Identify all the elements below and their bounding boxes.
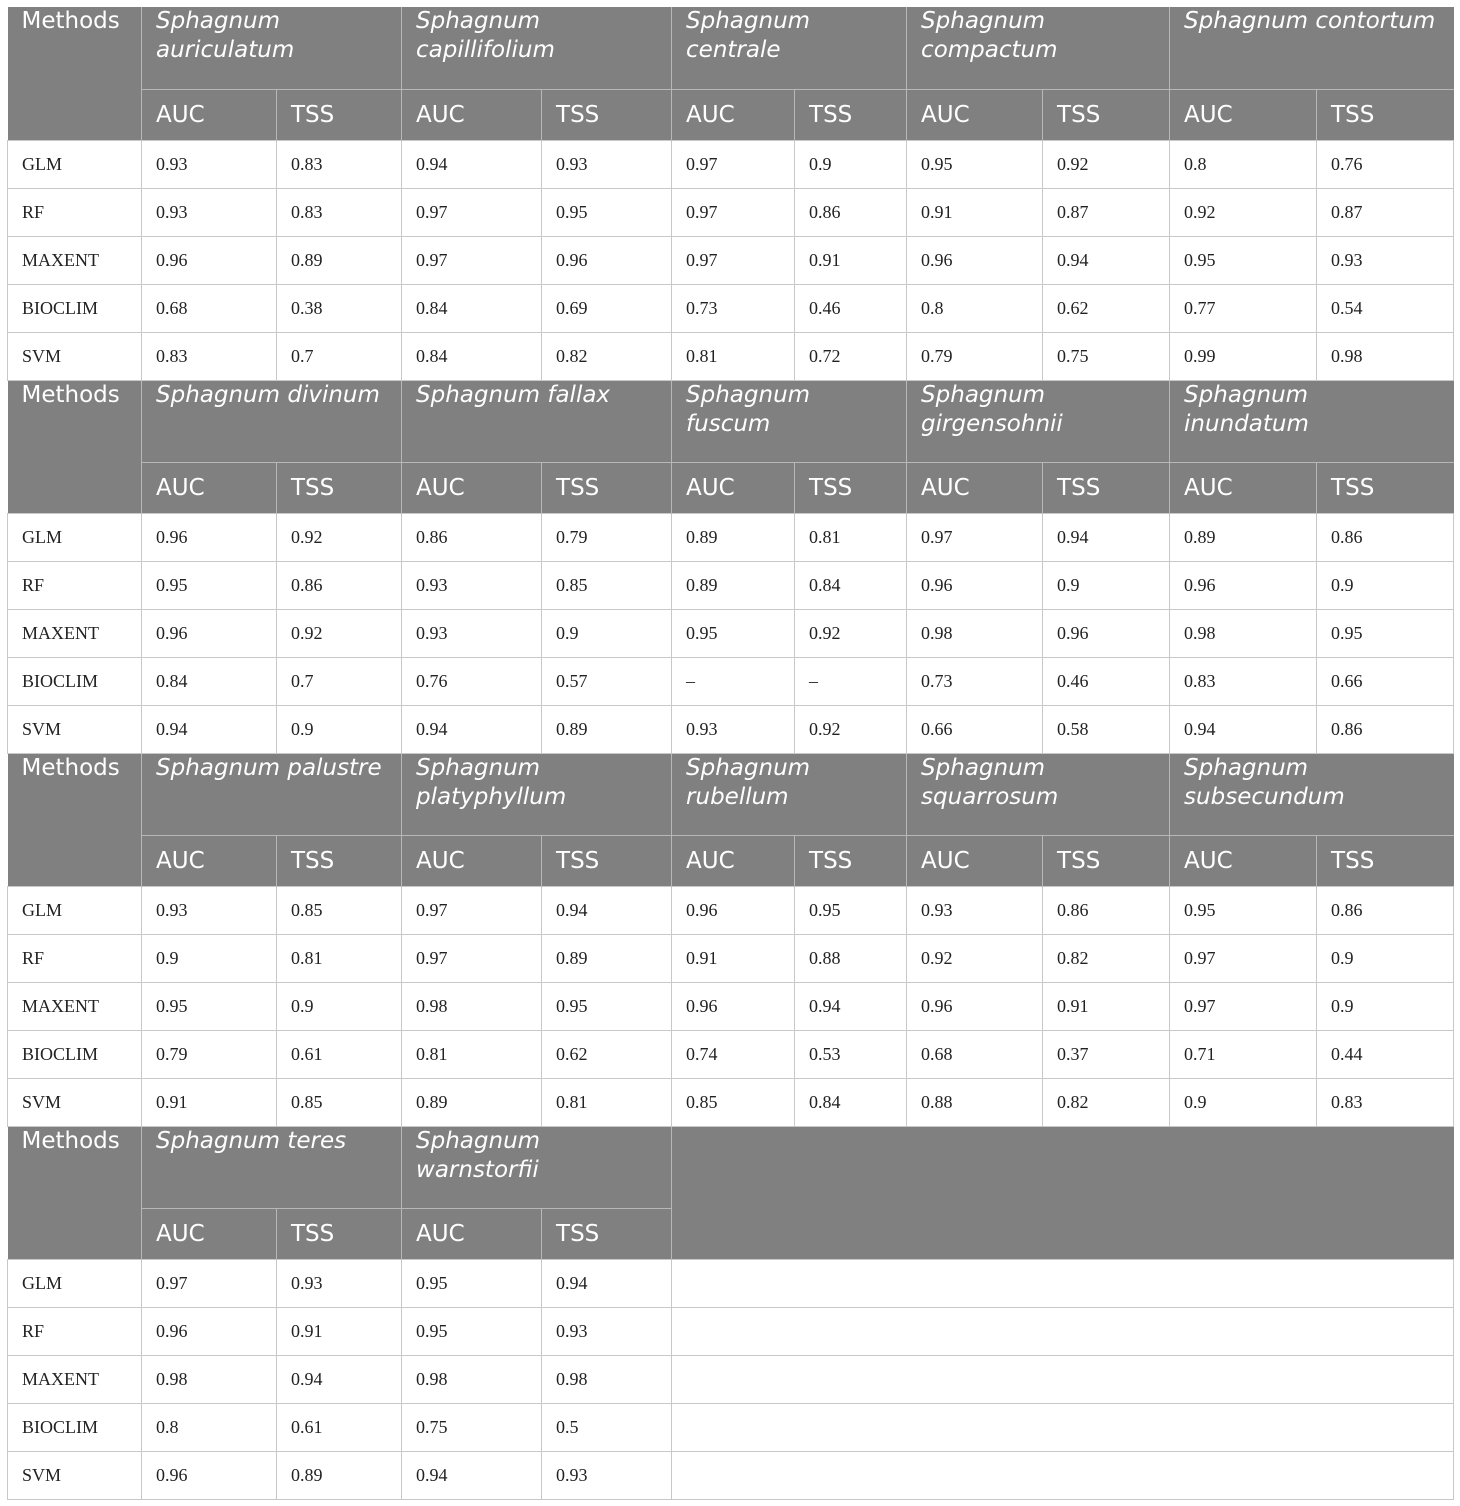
value-cell: 0.91: [277, 1307, 402, 1355]
value-cell: 0.93: [402, 609, 542, 657]
species-name: Sphagnum teres: [142, 1126, 402, 1208]
table-row: [8, 1259, 1454, 1307]
value-cell: 0.96: [907, 982, 1043, 1030]
species-name: Sphagnum centrale: [672, 7, 907, 89]
auc-header: AUC: [402, 462, 542, 513]
methods-header: Methods: [8, 753, 142, 886]
value-cell: 0.94: [142, 705, 277, 753]
value-cell: 0.85: [277, 1078, 402, 1126]
auc-header: AUC: [402, 1208, 542, 1259]
method-name: GLM: [8, 886, 142, 934]
value-cell: –: [795, 657, 907, 705]
value-cell: 0.79: [907, 332, 1043, 380]
method-name: BIOCLIM: [8, 284, 142, 332]
value-cell: 0.86: [1317, 513, 1454, 561]
value-cell: 0.83: [277, 188, 402, 236]
tss-header: TSS: [277, 1208, 402, 1259]
method-name: SVM: [8, 705, 142, 753]
value-cell: 0.94: [542, 1259, 672, 1307]
table-row: [8, 1030, 1454, 1078]
value-cell: 0.82: [542, 332, 672, 380]
value-cell: 0.94: [1043, 236, 1170, 284]
method-name: BIOCLIM: [8, 657, 142, 705]
value-cell: 0.97: [402, 188, 542, 236]
value-cell: 0.83: [1317, 1078, 1454, 1126]
auc-header: AUC: [402, 835, 542, 886]
value-cell: 0.85: [277, 886, 402, 934]
value-cell: 0.77: [1170, 284, 1317, 332]
species-header-row: [8, 380, 1454, 462]
table-row: [8, 1078, 1454, 1126]
tss-header: TSS: [542, 1208, 672, 1259]
tss-header: TSS: [1317, 462, 1454, 513]
value-cell: –: [672, 657, 795, 705]
value-cell: 0.95: [542, 188, 672, 236]
value-cell: 0.9: [795, 140, 907, 188]
table-row: [8, 284, 1454, 332]
value-cell: 0.93: [542, 140, 672, 188]
tss-header: TSS: [542, 835, 672, 886]
value-cell: 0.69: [542, 284, 672, 332]
value-cell: 0.93: [542, 1451, 672, 1499]
value-cell: 0.97: [402, 934, 542, 982]
method-name: GLM: [8, 513, 142, 561]
value-cell: 0.97: [1170, 934, 1317, 982]
value-cell: 0.93: [1317, 236, 1454, 284]
value-cell: 0.86: [795, 188, 907, 236]
value-cell: 0.95: [1170, 886, 1317, 934]
auc-header: AUC: [142, 1208, 277, 1259]
value-cell: 0.84: [402, 284, 542, 332]
tss-header: TSS: [542, 462, 672, 513]
value-cell: 0.85: [542, 561, 672, 609]
method-name: GLM: [8, 140, 142, 188]
value-cell: 0.9: [142, 934, 277, 982]
table-row: [8, 1451, 1454, 1499]
value-cell: 0.81: [795, 513, 907, 561]
table-row: [8, 705, 1454, 753]
auc-header: AUC: [672, 835, 795, 886]
value-cell: 0.97: [672, 188, 795, 236]
value-cell: 0.62: [1043, 284, 1170, 332]
value-cell: 0.72: [795, 332, 907, 380]
methods-header: Methods: [8, 1126, 142, 1259]
value-cell: 0.9: [1170, 1078, 1317, 1126]
value-cell: 0.99: [1170, 332, 1317, 380]
value-cell: 0.96: [142, 1451, 277, 1499]
species-name: Sphagnum contortum: [1170, 7, 1454, 89]
value-cell: 0.81: [542, 1078, 672, 1126]
method-name: RF: [8, 561, 142, 609]
method-name: RF: [8, 934, 142, 982]
species-name: Sphagnum fuscum: [672, 380, 907, 462]
value-cell: 0.75: [402, 1403, 542, 1451]
value-cell: 0.91: [795, 236, 907, 284]
value-cell: 0.83: [142, 332, 277, 380]
table-row: [8, 1355, 1454, 1403]
value-cell: 0.82: [1043, 934, 1170, 982]
value-cell: 0.92: [1170, 188, 1317, 236]
value-cell: 0.96: [672, 982, 795, 1030]
method-name: SVM: [8, 332, 142, 380]
table-row: [8, 657, 1454, 705]
method-name: MAXENT: [8, 982, 142, 1030]
value-cell: 0.96: [907, 561, 1043, 609]
tss-header: TSS: [1043, 835, 1170, 886]
value-cell: 0.81: [672, 332, 795, 380]
value-cell: 0.84: [142, 657, 277, 705]
value-cell: 0.46: [1043, 657, 1170, 705]
value-cell: 0.89: [402, 1078, 542, 1126]
value-cell: 0.94: [402, 705, 542, 753]
tss-header: TSS: [795, 89, 907, 140]
value-cell: 0.91: [907, 188, 1043, 236]
value-cell: 0.84: [402, 332, 542, 380]
value-cell: 0.95: [907, 140, 1043, 188]
value-cell: 0.98: [907, 609, 1043, 657]
species-name: Sphagnum capillifolium: [402, 7, 672, 89]
method-name: BIOCLIM: [8, 1030, 142, 1078]
value-cell: 0.79: [142, 1030, 277, 1078]
value-cell: 0.89: [672, 513, 795, 561]
table-row: [8, 886, 1454, 934]
value-cell: 0.87: [1043, 188, 1170, 236]
value-cell: 0.68: [142, 284, 277, 332]
value-cell: 0.58: [1043, 705, 1170, 753]
value-cell: 0.74: [672, 1030, 795, 1078]
value-cell: 0.62: [542, 1030, 672, 1078]
value-cell: 0.95: [142, 982, 277, 1030]
value-cell: 0.93: [402, 561, 542, 609]
empty-cell: [672, 1355, 1454, 1403]
value-cell: 0.93: [672, 705, 795, 753]
species-name: Sphagnum palustre: [142, 753, 402, 835]
value-cell: 0.66: [907, 705, 1043, 753]
table-row: [8, 561, 1454, 609]
auc-header: AUC: [907, 89, 1043, 140]
value-cell: 0.95: [795, 886, 907, 934]
tss-header: TSS: [277, 89, 402, 140]
species-name: Sphagnum girgensohnii: [907, 380, 1170, 462]
method-name: MAXENT: [8, 236, 142, 284]
value-cell: 0.81: [402, 1030, 542, 1078]
value-cell: 0.94: [402, 140, 542, 188]
method-name: RF: [8, 1307, 142, 1355]
value-cell: 0.93: [142, 140, 277, 188]
tss-header: TSS: [277, 462, 402, 513]
tss-header: TSS: [1317, 89, 1454, 140]
table-row: [8, 1403, 1454, 1451]
value-cell: 0.89: [1170, 513, 1317, 561]
value-cell: 0.96: [142, 1307, 277, 1355]
auc-header: AUC: [142, 835, 277, 886]
value-cell: 0.93: [277, 1259, 402, 1307]
empty-cell: [672, 1307, 1454, 1355]
value-cell: 0.94: [795, 982, 907, 1030]
auc-header: AUC: [672, 89, 795, 140]
value-cell: 0.96: [542, 236, 672, 284]
model-performance-table: [7, 7, 1454, 1500]
species-header-row: [8, 1126, 1454, 1208]
value-cell: 0.93: [907, 886, 1043, 934]
value-cell: 0.97: [142, 1259, 277, 1307]
value-cell: 0.96: [142, 609, 277, 657]
empty-header: [672, 1126, 1454, 1259]
species-name: Sphagnum squarrosum: [907, 753, 1170, 835]
value-cell: 0.86: [1317, 886, 1454, 934]
value-cell: 0.7: [277, 657, 402, 705]
value-cell: 0.97: [402, 886, 542, 934]
value-cell: 0.92: [277, 513, 402, 561]
metric-header-row: [8, 89, 1454, 140]
value-cell: 0.94: [402, 1451, 542, 1499]
value-cell: 0.93: [542, 1307, 672, 1355]
method-name: RF: [8, 188, 142, 236]
value-cell: 0.98: [402, 982, 542, 1030]
value-cell: 0.97: [1170, 982, 1317, 1030]
auc-header: AUC: [1170, 835, 1317, 886]
tss-header: TSS: [795, 835, 907, 886]
auc-header: AUC: [907, 462, 1043, 513]
value-cell: 0.9: [1043, 561, 1170, 609]
value-cell: 0.91: [672, 934, 795, 982]
value-cell: 0.53: [795, 1030, 907, 1078]
value-cell: 0.54: [1317, 284, 1454, 332]
value-cell: 0.9: [1317, 982, 1454, 1030]
value-cell: 0.89: [277, 236, 402, 284]
auc-header: AUC: [672, 462, 795, 513]
species-name: Sphagnum platyphyllum: [402, 753, 672, 835]
value-cell: 0.84: [795, 561, 907, 609]
value-cell: 0.37: [1043, 1030, 1170, 1078]
species-name: Sphagnum rubellum: [672, 753, 907, 835]
tss-header: TSS: [277, 835, 402, 886]
method-name: GLM: [8, 1259, 142, 1307]
species-name: Sphagnum subsecundum: [1170, 753, 1454, 835]
species-header-row: [8, 753, 1454, 835]
value-cell: 0.89: [672, 561, 795, 609]
value-cell: 0.44: [1317, 1030, 1454, 1078]
value-cell: 0.98: [142, 1355, 277, 1403]
value-cell: 0.76: [1317, 140, 1454, 188]
method-name: BIOCLIM: [8, 1403, 142, 1451]
value-cell: 0.98: [542, 1355, 672, 1403]
value-cell: 0.9: [542, 609, 672, 657]
metric-header-row: [8, 835, 1454, 886]
value-cell: 0.96: [1170, 561, 1317, 609]
value-cell: 0.7: [277, 332, 402, 380]
empty-cell: [672, 1259, 1454, 1307]
tss-header: TSS: [1317, 835, 1454, 886]
species-name: Sphagnum divinum: [142, 380, 402, 462]
value-cell: 0.98: [1317, 332, 1454, 380]
value-cell: 0.94: [542, 886, 672, 934]
table-row: [8, 332, 1454, 380]
tss-header: TSS: [1043, 462, 1170, 513]
value-cell: 0.96: [142, 236, 277, 284]
method-name: SVM: [8, 1451, 142, 1499]
table-row: [8, 934, 1454, 982]
value-cell: 0.96: [142, 513, 277, 561]
table-row: [8, 236, 1454, 284]
value-cell: 0.98: [402, 1355, 542, 1403]
value-cell: 0.84: [795, 1078, 907, 1126]
tss-header: TSS: [795, 462, 907, 513]
value-cell: 0.61: [277, 1403, 402, 1451]
value-cell: 0.95: [672, 609, 795, 657]
metric-header-row: [8, 462, 1454, 513]
value-cell: 0.97: [672, 236, 795, 284]
auc-header: AUC: [907, 835, 1043, 886]
table-row: [8, 188, 1454, 236]
value-cell: 0.92: [795, 705, 907, 753]
value-cell: 0.93: [142, 188, 277, 236]
value-cell: 0.94: [277, 1355, 402, 1403]
value-cell: 0.83: [277, 140, 402, 188]
value-cell: 0.71: [1170, 1030, 1317, 1078]
value-cell: 0.95: [402, 1259, 542, 1307]
value-cell: 0.92: [907, 934, 1043, 982]
value-cell: 0.83: [1170, 657, 1317, 705]
table-row: [8, 609, 1454, 657]
value-cell: 0.95: [142, 561, 277, 609]
value-cell: 0.61: [277, 1030, 402, 1078]
species-header-row: [8, 7, 1454, 89]
value-cell: 0.95: [1317, 609, 1454, 657]
methods-header: Methods: [8, 380, 142, 513]
value-cell: 0.91: [142, 1078, 277, 1126]
species-name: Sphagnum fallax: [402, 380, 672, 462]
value-cell: 0.89: [542, 934, 672, 982]
value-cell: 0.92: [795, 609, 907, 657]
species-name: Sphagnum warnstorfii: [402, 1126, 672, 1208]
auc-header: AUC: [142, 89, 277, 140]
empty-cell: [672, 1403, 1454, 1451]
method-name: MAXENT: [8, 609, 142, 657]
value-cell: 0.5: [542, 1403, 672, 1451]
value-cell: 0.96: [672, 886, 795, 934]
empty-cell: [672, 1451, 1454, 1499]
value-cell: 0.92: [277, 609, 402, 657]
value-cell: 0.75: [1043, 332, 1170, 380]
value-cell: 0.8: [142, 1403, 277, 1451]
value-cell: 0.38: [277, 284, 402, 332]
method-name: MAXENT: [8, 1355, 142, 1403]
value-cell: 0.87: [1317, 188, 1454, 236]
auc-header: AUC: [1170, 462, 1317, 513]
table-row: [8, 982, 1454, 1030]
table-row: [8, 140, 1454, 188]
tss-header: TSS: [542, 89, 672, 140]
value-cell: 0.93: [142, 886, 277, 934]
value-cell: 0.97: [402, 236, 542, 284]
value-cell: 0.88: [907, 1078, 1043, 1126]
value-cell: 0.97: [672, 140, 795, 188]
value-cell: 0.94: [1170, 705, 1317, 753]
value-cell: 0.95: [1170, 236, 1317, 284]
value-cell: 0.86: [402, 513, 542, 561]
value-cell: 0.8: [907, 284, 1043, 332]
value-cell: 0.9: [1317, 561, 1454, 609]
value-cell: 0.73: [672, 284, 795, 332]
value-cell: 0.9: [277, 705, 402, 753]
value-cell: 0.79: [542, 513, 672, 561]
value-cell: 0.81: [277, 934, 402, 982]
auc-header: AUC: [142, 462, 277, 513]
value-cell: 0.9: [1317, 934, 1454, 982]
value-cell: 0.94: [1043, 513, 1170, 561]
value-cell: 0.68: [907, 1030, 1043, 1078]
method-name: SVM: [8, 1078, 142, 1126]
methods-header: Methods: [8, 7, 142, 140]
auc-header: AUC: [1170, 89, 1317, 140]
value-cell: 0.88: [795, 934, 907, 982]
species-name: Sphagnum auriculatum: [142, 7, 402, 89]
value-cell: 0.86: [1043, 886, 1170, 934]
value-cell: 0.82: [1043, 1078, 1170, 1126]
value-cell: 0.57: [542, 657, 672, 705]
value-cell: 0.96: [907, 236, 1043, 284]
tss-header: TSS: [1043, 89, 1170, 140]
value-cell: 0.8: [1170, 140, 1317, 188]
value-cell: 0.95: [402, 1307, 542, 1355]
value-cell: 0.97: [907, 513, 1043, 561]
value-cell: 0.92: [1043, 140, 1170, 188]
value-cell: 0.66: [1317, 657, 1454, 705]
table-row: [8, 1307, 1454, 1355]
value-cell: 0.95: [542, 982, 672, 1030]
table-row: [8, 513, 1454, 561]
value-cell: 0.98: [1170, 609, 1317, 657]
species-name: Sphagnum compactum: [907, 7, 1170, 89]
value-cell: 0.85: [672, 1078, 795, 1126]
value-cell: 0.76: [402, 657, 542, 705]
value-cell: 0.91: [1043, 982, 1170, 1030]
value-cell: 0.89: [277, 1451, 402, 1499]
value-cell: 0.46: [795, 284, 907, 332]
value-cell: 0.73: [907, 657, 1043, 705]
species-name: Sphagnum inundatum: [1170, 380, 1454, 462]
value-cell: 0.96: [1043, 609, 1170, 657]
value-cell: 0.86: [277, 561, 402, 609]
auc-header: AUC: [402, 89, 542, 140]
value-cell: 0.9: [277, 982, 402, 1030]
value-cell: 0.89: [542, 705, 672, 753]
value-cell: 0.86: [1317, 705, 1454, 753]
